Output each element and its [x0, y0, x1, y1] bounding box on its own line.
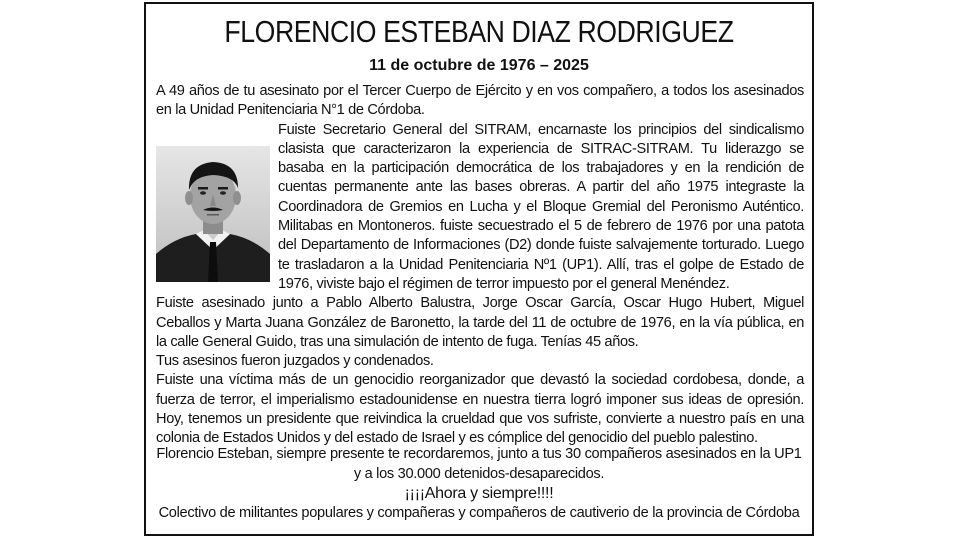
portrait-illustration — [156, 146, 270, 282]
closing-line-1: Florencio Esteban, siempre presente te recordaremos, junto a tus 30 compañeros asesinados en la UP1 — [156, 446, 802, 462]
closing-line-2: y a los 30.000 detenidos-desaparecidos. — [353, 465, 605, 482]
closing-signature: Colectivo de militantes populares y compañeras y compañeros de cautiverio de la provincia de Córdoba — [158, 504, 800, 521]
obituary-notice — [144, 2, 814, 536]
paragraph-5: Fuiste una víctima más de un genocidio reorganizador que devastó la sociedad cordobesa, donde, a fuerza de terror, el imperialismo estadounidense en nuestra tierra logró imponer sus ideas de opresión. Hoy, tenemos un presidente que reivindica la crueldad que vos sufriste, convierte a nuestro país en una colonia de Estados Unidos y del estado de Israel y es cómplice del genocidio del pueblo palestino. — [156, 372, 804, 447]
notice-title: FLORENCIO ESTEBAN DIAZ RODRIGUEZ — [224, 14, 734, 49]
paragraph-4: Tus asesinos fueron juzgados y condenados. — [156, 353, 434, 370]
closing-block — [146, 445, 812, 523]
paragraph-2: Fuiste Secretario General del SITRAM, encarnaste los principios del sindicalismo clasista que caracterizaron la experiencia de SITRAC-SITRAM. Tu liderazgo se basaba en la participación democrática de los trabajadores y en la rendición de cuentas permanente ante las bases obreras. A partir del año 1975 integraste la Coordinadora de Gremios en Lucha y el Bloque Gremial del Peronismo Auténtico. Militabas en Montoneros. fuiste secuestrado el 5 de febrero de 1976 por una patota del Departamento de Informaciones (D2) donde fuiste salvajemente torturado. Luego te trasladaron a la Unidad Penitenciaria Nº1 (UP1). Allí, tras el golpe de Estado de 1976, viviste bajo el régimen de terror impuesto por el general Menéndez. — [278, 121, 804, 292]
paragraph-3: Fuiste asesinado junto a Pablo Alberto Balustra, Jorge Oscar García, Oscar Hugo Hubert, Miguel Ceballos y Marta Juana González de Baronetto, la tarde del 11 de octubre de 1976, en la vía pública, en la calle General Guido, tras una simulación de intento de fuga. Tenías 45 años. — [156, 295, 804, 350]
portrait-photo — [156, 146, 270, 282]
closing-slogan: ¡¡¡¡Ahora y siempre!!!! — [404, 485, 554, 502]
notice-body — [156, 82, 804, 449]
notice-dates: 11 de octubre de 1976 – 2025 — [369, 57, 589, 74]
paragraph-1: A 49 años de tu asesinato por el Tercer Cuerpo de Ejército y en vos compañero, a todos los asesinados en la Unidad Penitenciaria N°1 de Córdoba. — [156, 83, 804, 119]
